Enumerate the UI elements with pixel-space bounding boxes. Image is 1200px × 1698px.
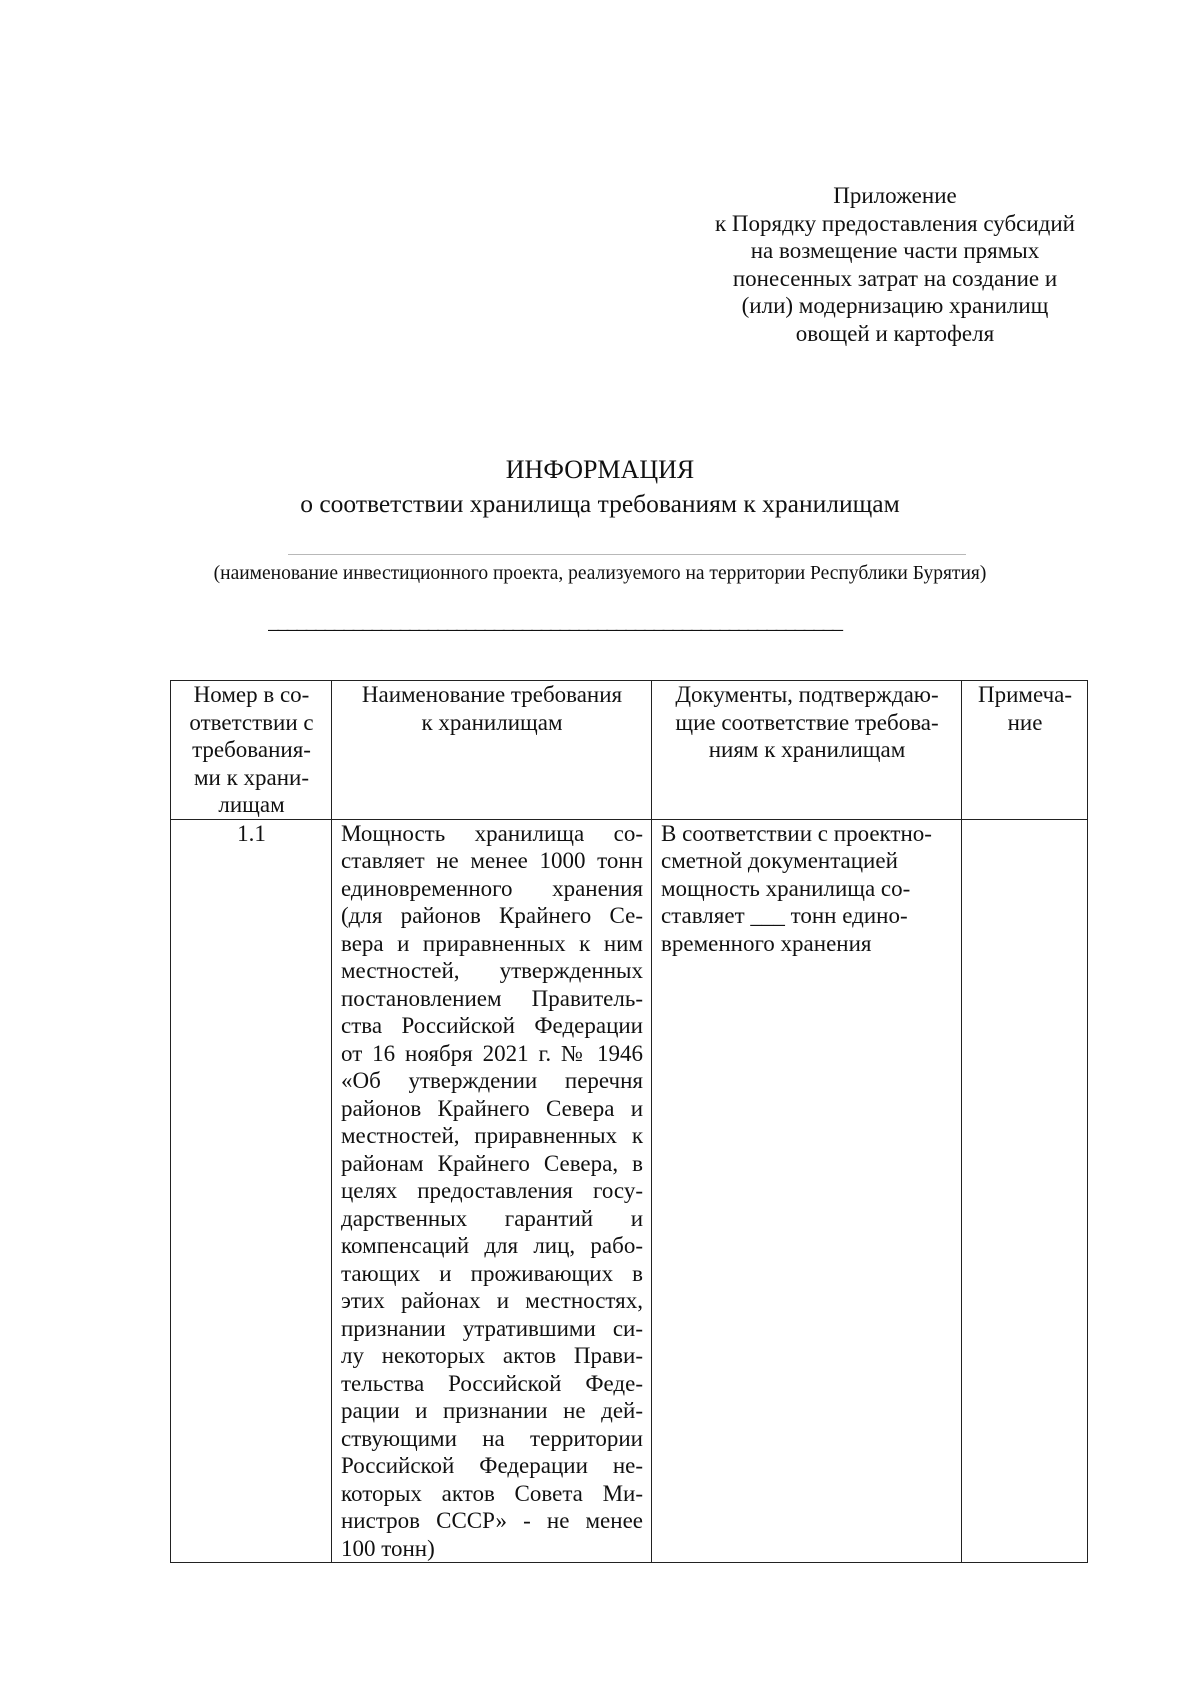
requirement-line: местностей, утвержденных: [341, 958, 643, 983]
header-line: ниям к хранилищам: [708, 737, 906, 762]
header-line: ние: [1007, 709, 1043, 735]
requirement-line: которых актов Совета Ми-: [341, 1480, 643, 1506]
appendix-line: понесенных затрат на создание и: [732, 265, 1058, 291]
note-cell: [962, 819, 1088, 1563]
requirement-line: дарственных гарантий и: [341, 1205, 643, 1231]
requirement-line: этих районах и местностях,: [341, 1288, 643, 1313]
header-line: Наименование требования: [361, 682, 623, 707]
header-note: [962, 681, 1088, 820]
requirement-line: компенсаций для лиц, рабо-: [341, 1233, 643, 1258]
appendix-line: Приложение: [833, 183, 957, 208]
requirement-line: 100 тонн): [341, 1535, 435, 1561]
project-name-line: [288, 554, 966, 555]
requirements-table: [170, 680, 1088, 1563]
requirement-line: местностей, приравненных к: [341, 1123, 643, 1148]
appendix-line: к Порядку предоставления субсидий: [715, 210, 1075, 236]
header-line: требования-: [192, 737, 311, 762]
documents-line: временного хранения: [661, 930, 872, 956]
header-line: ми к храни-: [193, 764, 310, 790]
header-line: лищам: [218, 792, 285, 817]
requirement-line: нистров СССР» - не менее: [341, 1508, 643, 1533]
requirement-cell: [332, 819, 652, 1563]
header-line: ответствии с: [189, 709, 314, 735]
header-line: Документы, подтверждаю-: [675, 682, 939, 707]
requirement-line: ства Российской Федерации: [341, 1013, 643, 1038]
document-subheading: о соответствии хранилища требованиям к хранилищам: [300, 489, 900, 518]
requirement-line: целях предоставления госу-: [341, 1178, 643, 1203]
requirement-line: от 16 ноября 2021 г. № 1946: [341, 1040, 643, 1066]
requirement-line: Мощность хранилища со-: [341, 820, 643, 846]
requirement-line: «Об утверждении перечня: [341, 1068, 643, 1093]
header-requirement: [332, 681, 652, 820]
requirement-line: ствующими на территории: [341, 1425, 643, 1451]
requirement-line: ставляет не менее 1000 тонн: [341, 848, 643, 873]
appendix-line: (или) модернизацию хранилищ: [741, 293, 1049, 318]
blank-fill-line: _____________________________________________________________: [268, 608, 842, 633]
documents-line: мощность хранилища со-: [661, 875, 911, 901]
requirement-line: единовременного хранения: [341, 875, 643, 901]
header-number: [171, 681, 332, 820]
documents-line: В соответствии с проектно-: [661, 820, 932, 846]
header-line: к хранилищам: [421, 709, 563, 735]
project-name-caption: (наименование инвестиционного проекта, реализуемого на территории Республики Бурятия): [213, 563, 987, 584]
requirement-line: признании утратившими си-: [341, 1315, 643, 1341]
table-header-row: [171, 681, 1088, 820]
appendix-line: овощей и картофеля: [795, 320, 995, 346]
requirement-line: Российской Федерации не-: [341, 1453, 643, 1478]
requirement-line: районов Крайнего Севера и: [341, 1095, 643, 1121]
appendix-line: на возмещение части прямых: [750, 238, 1040, 263]
documents-line: сметной документацией: [661, 848, 898, 873]
requirement-line: (для районов Крайнего Се-: [341, 903, 643, 928]
appendix-block: [650, 182, 1140, 347]
requirement-line: тающих и проживающих в: [341, 1260, 643, 1286]
table-row: [171, 819, 1088, 1563]
documents-line: ставляет ___ тонн едино-: [661, 903, 908, 928]
header-documents: [652, 681, 962, 820]
requirement-line: тельства Российской Феде-: [341, 1370, 643, 1396]
header-line: Номер в со-: [193, 682, 310, 707]
documents-cell: [652, 819, 962, 1563]
requirement-line: лу некоторых актов Прави-: [341, 1343, 643, 1368]
document-heading: ИНФОРМАЦИЯ: [505, 455, 695, 484]
header-line: Примеча-: [977, 682, 1073, 707]
row-number: 1.1: [171, 819, 332, 1563]
header-line: щие соответствие требова-: [675, 709, 939, 735]
requirement-line: районам Крайнего Севера, в: [341, 1150, 643, 1176]
requirement-line: постановлением Правитель-: [341, 985, 643, 1011]
requirement-line: рации и признании не дей-: [341, 1398, 643, 1423]
requirement-line: вера и приравненных к ним: [341, 930, 643, 956]
